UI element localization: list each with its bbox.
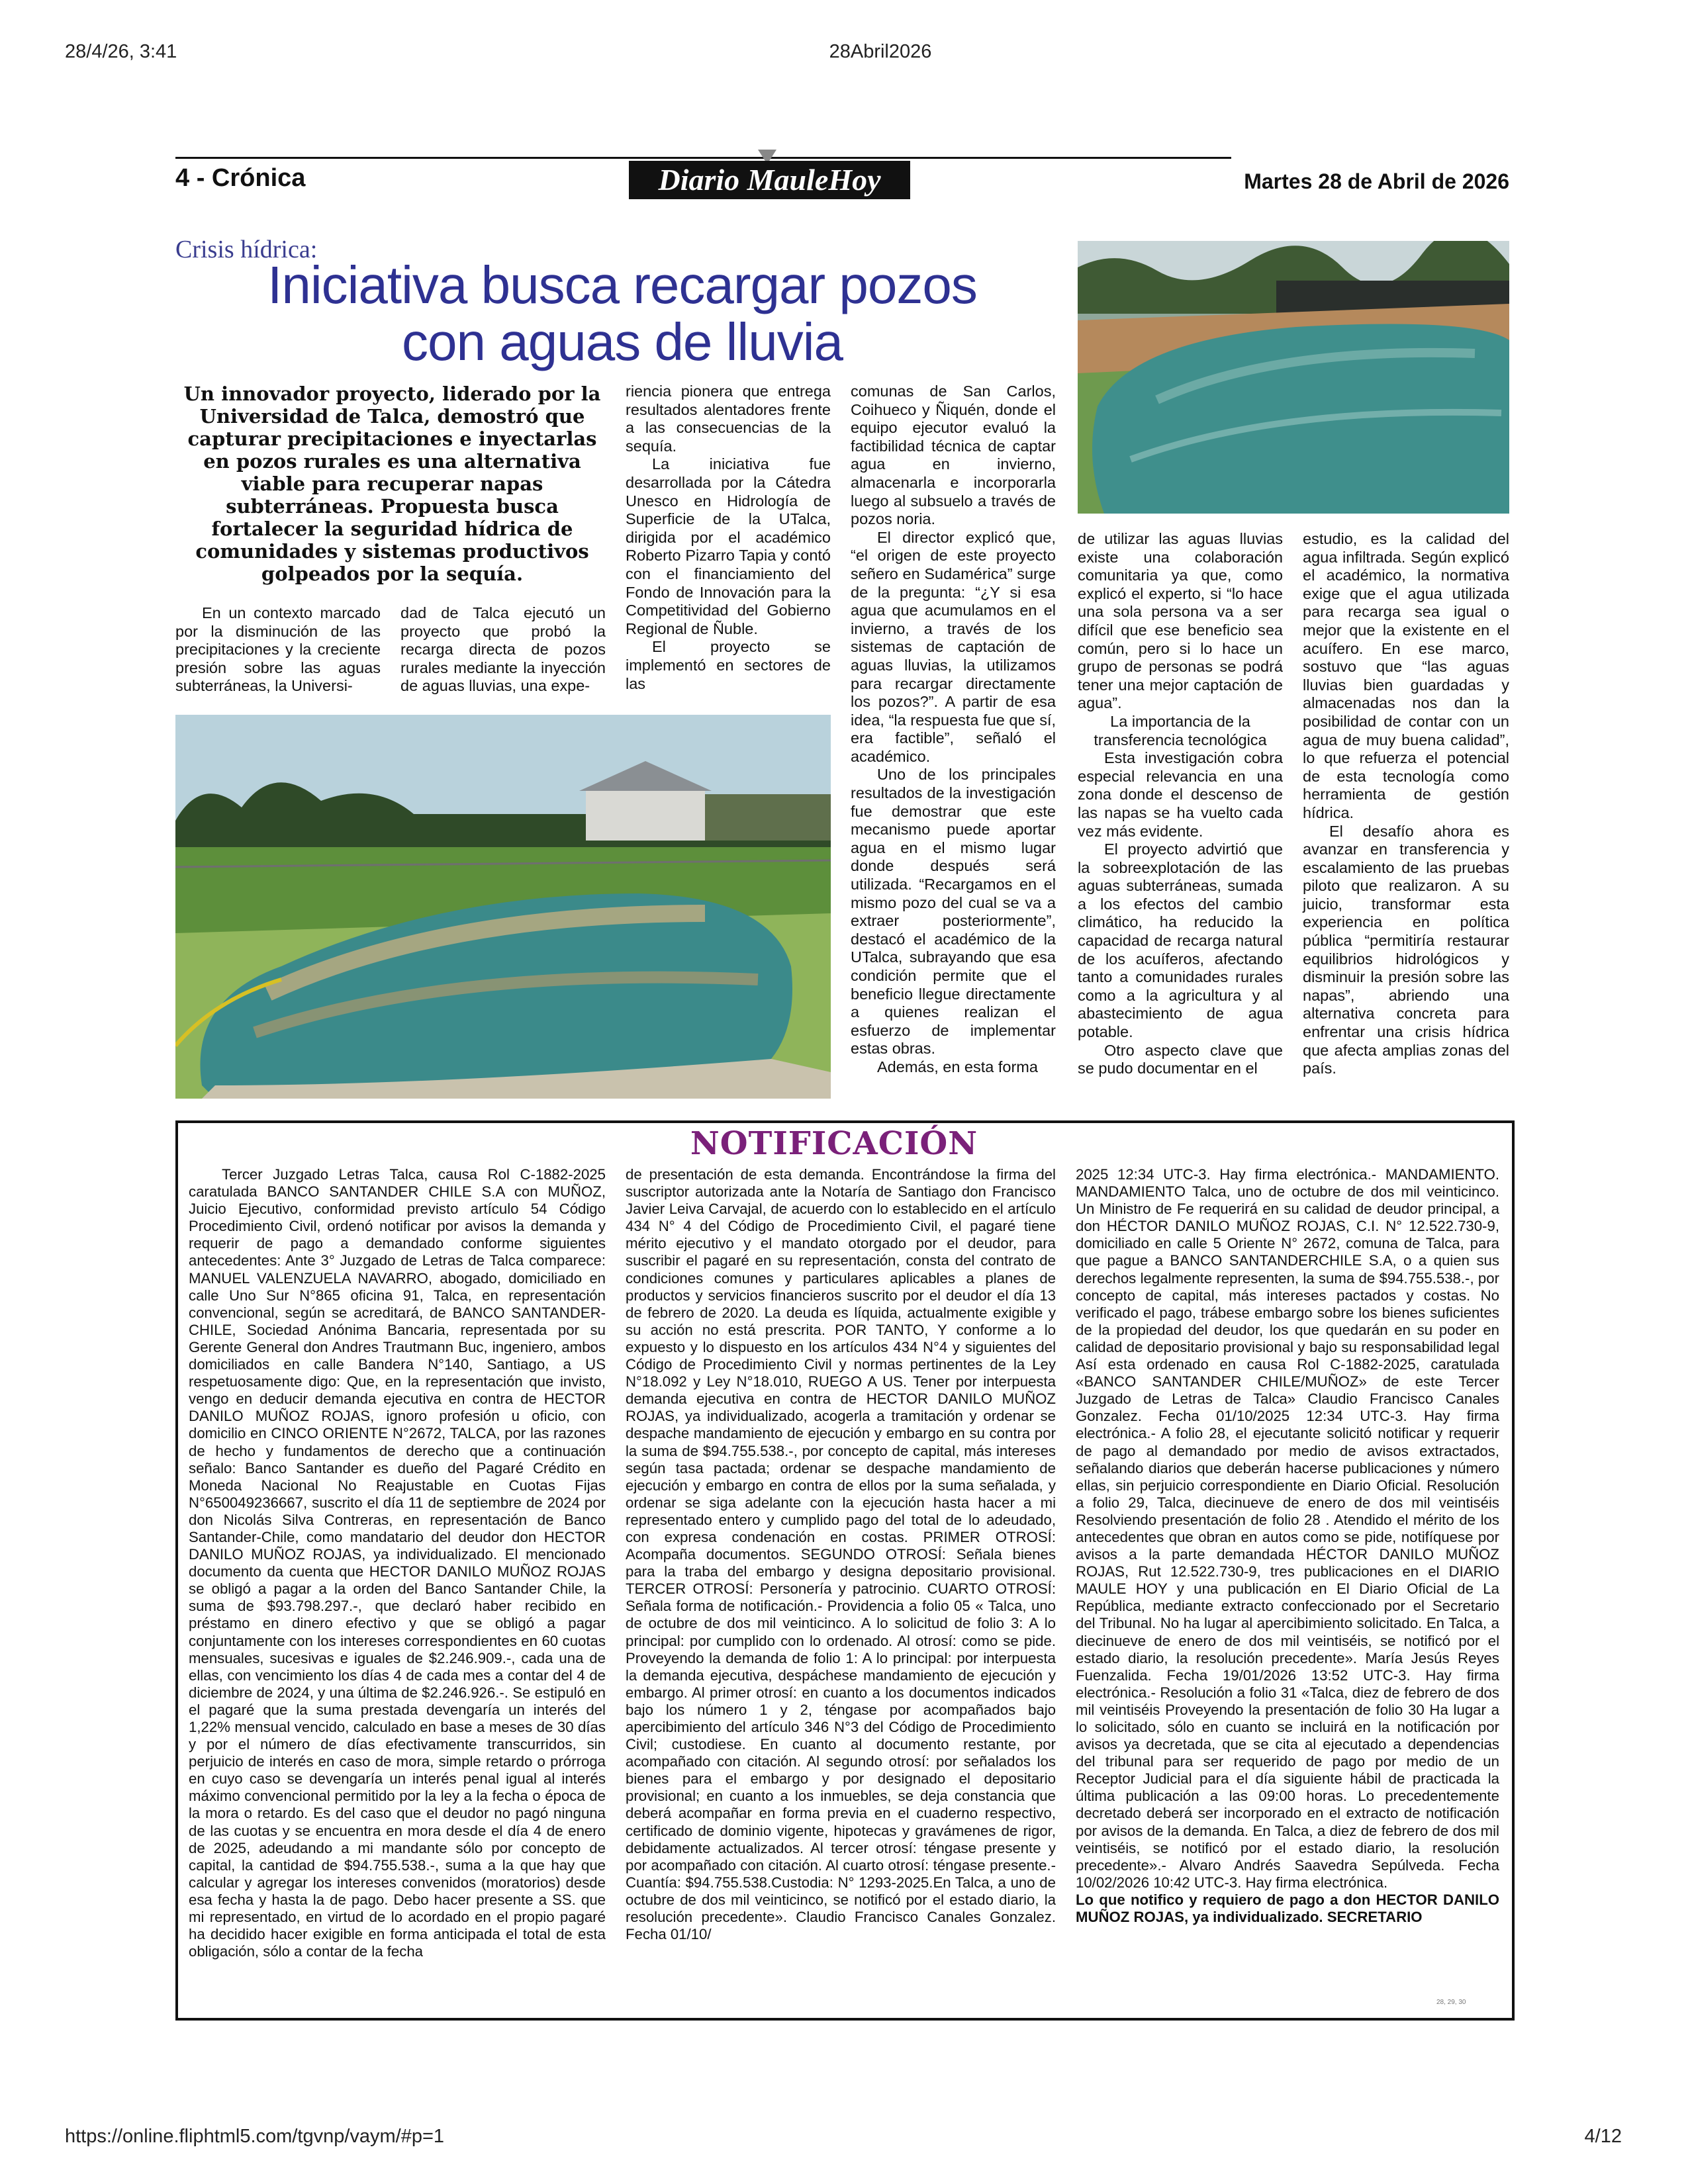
notification-column-1 [189, 1166, 606, 1960]
section-name: Crónica [211, 164, 306, 192]
article-paragraph: La iniciativa fue desarrollada por la Cátedra Unesco en Hidrología de Superficie de la UTalca, dirigida por el académico Roberto Pizarro Tapia y contó con el financiamiento del Fondo de Innovación para la Competitividad del Gobierno Regional de Ñuble. [626, 455, 831, 637]
notification-closing: Lo que notifico y requiero de pago a don HECTOR DANILO MUÑOZ ROJAS, ya individualizado. SECRETARIO [1076, 1891, 1499, 1926]
print-url[interactable]: https://online.fliphtml5.com/tgvnp/vaym/#p=1 [65, 2126, 445, 2147]
notification-column-2 [626, 1166, 1056, 1943]
section-separator: - [196, 164, 212, 192]
section-label [175, 164, 305, 193]
notification-paragraph: Tercer Juzgado Letras Talca, causa Rol C-1882-2025 caratulada BANCO SANTANDER CHILE S.A con MUÑOZ, Juicio Ejecutivo, conformidad previsto artículo 54 Código Procedimiento Civil, ordenó notificar por avisos la demanda y requerir de pago a demandado conforme siguientes antecedentes: Ante 3° Juzgado de Letras de Talca comparece: MANUEL VALENZUELA NAVARRO, abogado, domiciliado en calle Uno Sur N°865 oficina 91, Talca, en representación convencional, según se acreditará, de BANCO SANTANDER-CHILE, Sociedad Anónima Bancaria, representada por su Gerente General don Andres Trautmann Buc, ingeniero, ambos domiciliados en calle Bandera N°140, Santiago, a US respetuosamente digo: Que, en la representación que invisto, vengo en deducir demanda ejecutiva en contra de HECTOR DANILO MUÑOZ ROJAS, ignoro profesión u oficio, con domicilio en CINCO ORIENTE N°2672, TALCA, por las razones de hecho y fundamentos de derecho que a continuación señalo: Banco Santander es dueño del Pagaré Crédito en Moneda Nacional No Reajustable en Cuotas Fijas N°650049236667, suscrito el día 11 de septiembre de 2024 por don Nicolás Silva Contreras, en representación de Banco Santander-Chile, como mandatario del deudor don HECTOR DANILO MUÑOZ ROJAS, ya individualizado. El mencionado documento da cuenta que HECTOR DANILO MUÑOZ ROJAS se obligó a pagar a la orden del Banco Santander Chile, la suma de $93.798.297.-, que declaró haber recibido en préstamo en dinero efectivo y que se obligó a pagar conjuntamente con los intereses correspondientes en 60 cuotas mensuales, sucesivas e iguales de $2.246.909.-, cada una de ellas, con vencimiento los días 4 de cada mes a contar del 4 de diciembre de 2024, y una última de $2.246.926.-. Se estipuló en el pagaré que la suma prestada devengaría un interés del 1,22% mensual vencido, calculado en base a meses de 30 días y por el número de días efectivamente transcurridos, sin perjuicio de interés en caso de mora, simple retardo o prórroga en cuyo caso se devengaría un interés penal igual al interés máximo convencional permitido por la ley a la fecha o época de la mora o retardo. Es del caso que el deudor no pagó ninguna de las cuotas y se encuentra en mora desde el día 4 de enero de 2025, adeudando a mi mandante sólo por concepto de capital, la cantidad de $94.755.538.-, suma a la que hay que calcular y agregar los intereses convenidos (moratorios) desde esa fecha y hasta la de pago. Debo hacer presente a SS. que mi representado, en virtud de lo acordado en el propio pagaré ha decidido hacer exigible en forma anticipada el total de esta obligación, sólo a contar de la fecha [189, 1166, 606, 1960]
article-kicker: Crisis hídrica: [175, 236, 318, 263]
article-paragraph: El proyecto advirtió que la sobreexplotación de las aguas subterráneas, sumada a los efectos del cambio climático, ha reducido la capacidad de recarga natural de los acuíferos, afectando tanto a comunidades rurales como a la agricultura y al abastecimiento de agua potable. [1078, 841, 1283, 1041]
newspaper-logo: Diario MauleHoy [629, 161, 910, 199]
article-paragraph: riencia pionera que entrega resultados alentadores frente a las consecuencias de la sequía. [626, 383, 831, 455]
article-paragraph: comunas de San Carlos, Coihueco y Ñiquén, donde el equipo ejecutor evaluó la factibilidad técnica de captar agua en invierno, almacenarla e incorporarla luego al subsuelo a través de pozos noria. [851, 383, 1056, 528]
print-datetime: 28/4/26, 3:41 [65, 41, 177, 62]
article-headline [175, 257, 1069, 371]
headline-line-1: Iniciativa busca recargar pozos [267, 255, 977, 314]
article-paragraph: estudio, es la calidad del agua infiltrada. Según explicó el académico, la normativa exige que el agua utilizada para recarga sea igual o mejor que la existente en el acuífero. En ese marco, sostuvo que “las aguas lluvias bien guardadas y almacenadas nos dan la posibilidad de contar con un agua de muy buena calidad”, lo que refuerza el potencial de esta tecnología como herramienta de gestión hídrica. [1303, 530, 1509, 821]
article-paragraph: Otro aspecto clave que se pudo documentar en el [1078, 1041, 1283, 1077]
article-paragraph: dad de Talca ejecutó un proyecto que probó la recarga directa de pozos rurales mediante la inyección de aguas lluvias, una expe- [400, 604, 606, 695]
article-paragraph: El director explicó que, “el origen de este proyecto señero en Sudamérica” surge de la pregunta: “¿Y si esa agua que acumulamos en el invierno, a través de los sistemas de captación de aguas lluvias, la utilizamos para recargar directamente los pozos?”. A partir de esa idea, “la respuesta fue que sí, era factible”, señaló el académico. [851, 528, 1056, 765]
notification-paragraph: 2025 12:34 UTC-3. Hay firma electrónica.- MANDAMIENTO. MANDAMIENTO Talca, uno de octubre de dos mil veinticinco. Un Ministro de Fe requerirá en su calidad de deudor principal, a don HÉCTOR DANILO MUÑOZ ROJAS, C.I. N° 12.522.730-9, domiciliado en calle 5 Oriente N° 2672, comuna de Talca, para que pague a BANCO SANTANDERCHILE S.A, o a quien sus derechos legalmente representen, la suma de $94.755.538.-, por concepto de capital, más intereses pactados y costas. No verificado el pago, trábese embargo sobre los bienes suficientes de la propiedad del deudor, los que quedarán en su poder en calidad de depositario provisional y bajo su responsabilidad legal Así esta ordenado en causa Rol C-1882-2025, caratulada «BANCO SANTANDER CHILE/MUÑOZ» de este Tercer Juzgado de Letras de Talca» Claudio Francisco Canales Gonzalez. Fecha 01/10/2025 12:34 UTC-3. Hay firma electrónica.- A folio 28, el ejecutante solicitó notificar y requerir de pago al demandado por medio de avisos extractados, señalando diarios que deberán hacerse publicaciones y número ellas, sin perjuicio correspondiente en Diario Oficial. Resolución a folio 29, Talca, diecinueve de enero de dos mil veintiséis Resolviendo presentación de folio 28 . Atendido el mérito de los antecedentes que obran en autos como se pide, notifíquese por avisos a la parte demandada HÉCTOR DANILO MUÑOZ ROJAS, Rut 12.522.730-9, tres publicaciones en el DIARIO MAULE HOY y una publicación en El Diario Oficial de La República, mediante extracto confeccionado por el Secretario del Tribunal. No ha lugar al apercibimiento solicitado. En Talca, a diecinueve de enero de dos mil veintiséis, se notificó por el estado diario, la resolución precedente». María Jesús Reyes Fuenzalida. Fecha 19/01/2026 13:52 UTC-3. Hay firma electrónica.- Resolución a folio 31 «Talca, diez de febrero de dos mil veintiséis Proveyendo la presentación de folio 30 Ha lugar a lo solicitado, sólo en cuanto se incluirá en la notificación por avisos ya decretada, que se cita al ejecutado a dependencias del tribunal para ser requerido de pago por medio de un Receptor Judicial para el día siguiente hábil de practicada la última publicación a las 09:00 horas. Lo precedentemente decretado deberá ser incorporado en el extracto de notificación por avisos de la demanda. En Talca, a diez de febrero de dos mil veintiséis, se notificó por el estado diario, la resolución precedente».- Alvaro Andrés Saavedra Sepúlveda. Fecha 10/02/2026 10:42 UTC-3. Hay firma electrónica. [1076, 1166, 1499, 1891]
article-paragraph: El proyecto se implementó en sectores de las [626, 638, 831, 692]
water-bladder-photo-top [1078, 241, 1509, 514]
page-number: 4 [175, 164, 190, 192]
article-column-2 [400, 604, 606, 696]
notification-paragraph: de presentación de esta demanda. Encontrándose la firma del suscriptor autorizada ante la Notaría de Santiago don Francisco Javier Leiva Carvajal, de acuerdo con lo establecido en el artículo 434 N° 4 del Código de Procedimiento Civil, el pagaré tiene mérito ejecutivo y el mandato otorgado por el deudor, para suscribir el pagaré en su representación, consta del contrato de condiciones comunes y particulares aplicables a planes de productos y servicios financieros suscrito por el deudor el día 13 de febrero de 2020. La deuda es líquida, actualmente exigible y su acción no está prescrita. POR TANTO, Y conforme a lo expuesto y lo dispuesto en los artículos 434 N°4 y siguientes del Código de Procedimiento Civil y normas pertinentes de la Ley N°18.092 y Ley N°18.010, RUEGO A US. Tener por interpuesta demanda ejecutiva en contra de HECTOR DANILO MUÑOZ ROJAS, ya individualizado, acogerla a tramitación y ordenar se despache mandamiento de ejecución y embargo en su contra por la suma de $94.755.538.-, por concepto de capital, más intereses según tasa pactada; ordenar se despache mandamiento de ejecución y embargo en contra de ellos por la suma señalada, y ordenar se siga adelante con la ejecución hasta hacer a mi representado entero y cumplido pago del total de lo adeudado, con expresa condenación en costas. PRIMER OTROSÍ: Acompaña documentos. SEGUNDO OTROSÍ: Señala bienes para la traba del embargo y designa depositario provisional. TERCER OTROSÍ: Personería y patrocinio. CUARTO OTROSÍ: Señala forma de notificación.- Providencia a folio 05 « Talca, uno de octubre de dos mil veinticinco. A lo solicitud de folio 3: A lo principal: por cumplido con lo ordenado. Al otrosí: como se pide. Proveyendo la demanda de folio 1: A lo principal: por interpuesta la demanda ejecutiva, despáchese mandamiento de ejecución y embargo. Al primer otrosí: en cuanto a los documentos indicados bajo los número 1 y 2, téngase por acompañados bajo apercibimiento del artículo 346 N°3 del Código de Procedimiento Civil; custodiese. En cuanto al documento restante, por acompañado con citación. Al segundo otrosí: por señalados los bienes para el embargo y por designado el depositario provisional; en cuanto a los inmuebles, se deja constancia que deberá acompañar en forma previa en el cuaderno respectivo, certificado de dominio vigente, hipotecas y gravámenes de rigor, debidamente actualizados. Al tercer otrosí: téngase presente y por acompañado con citación. Al cuarto otrosí: téngase presente.- Cuantía: $94.755.538.Custodia: N° 1293-2025.En Talca, a uno de octubre de dos mil veinticinco, se notificó por el estado diario, la resolución precedente». Claudio Francisco Canales Gonzalez. Fecha 01/10/ [626, 1166, 1056, 1943]
print-page-number: 4/12 [1584, 2126, 1622, 2147]
water-bladder-photo-main [175, 715, 831, 1099]
article-lead: Un innovador proyecto, liderado por la Universidad de Talca, demostró que capturar precipitaciones e inyectarlas en pozos rurales es una alternativa viable para recuperar napas subterráneas. Propuesta busca fortalecer la seguridad hídrica de comunidades y sistemas productivos golpeados por la sequía. [183, 383, 601, 585]
article-paragraph: En un contexto marcado por la disminución de las precipitaciones y la creciente presión sobre las aguas subterráneas, la Universi- [175, 604, 381, 695]
article-column-4 [851, 383, 1056, 1077]
article-column-6 [1303, 530, 1509, 1078]
headline-line-2: con aguas de lluvia [402, 312, 843, 371]
notification-title: NOTIFICACIÓN [690, 1125, 978, 1162]
article-paragraph: Esta investigación cobra especial relevancia en una zona donde el descenso de las napas se ha vuelto cada vez más evidente. [1078, 749, 1283, 840]
print-title: 28Abril2026 [829, 41, 932, 62]
masthead-rule [175, 157, 1231, 159]
notification-column-3 [1076, 1166, 1499, 1926]
article-paragraph: de utilizar las aguas lluvias existe una colaboración comunitaria ya que, como explicó el experto, si “lo hace una sola persona va a ser difícil que ese beneficio sea común, pero si lo hace un grupo de personas se podrá tener una mejor captación de agua”. [1078, 530, 1283, 712]
article-subheading: La importancia de la transferencia tecnológica [1094, 712, 1267, 749]
article-column-3 [626, 383, 831, 693]
article-paragraph: Uno de los principales resultados de la investigación fue demostrar que este mecanismo puede aportar agua en el mismo lugar donde después será utilizada. “Recargamos en el mismo pozo del cual se va a extraer posteriormente”, destacó el académico de la UTalca, subrayando que esa condición permite que el beneficio llegue directamente a quienes realizan el esfuerzo de implementar estas obras. [851, 766, 1056, 1058]
article-paragraph: El desafío ahora es avanzar en transferencia y escalamiento de las pruebas piloto que realizaron. A su juicio, transformar esta experiencia en política pública “permitiría restaurar equilibrios hidrológicos y disminuir la presión sobre las napas”, abriendo una alternativa concreta para enfrentar una crisis hídrica que afecta amplias zonas del país. [1303, 822, 1509, 1077]
article-column-5 [1078, 530, 1283, 1078]
issue-date: Martes 28 de Abril de 2026 [1244, 169, 1509, 193]
article-column-1 [175, 604, 381, 696]
article-paragraph: Además, en esta forma [877, 1058, 1038, 1075]
notification-footnote: 28, 29, 30 [1436, 1999, 1466, 2006]
